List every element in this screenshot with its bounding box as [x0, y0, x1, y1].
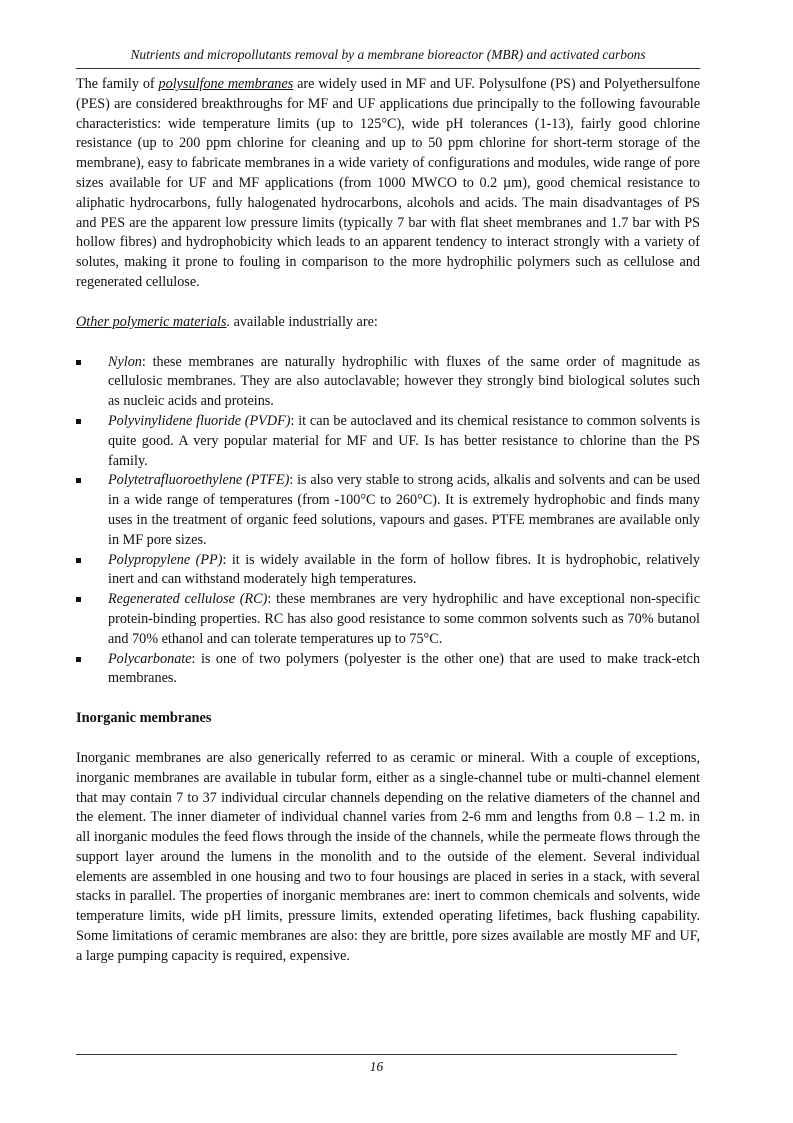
bullet-square-icon: [76, 597, 81, 602]
list-item: [76, 353, 700, 412]
list-item-term: Polytetrafluoroethylene (PTFE): [108, 472, 290, 489]
list-item-text: : is also very stable to strong acids, alkalis and solvents and can be used in a wide range of temperatures (from -100°C to 260°C). It is extremely hydrophobic and finds many uses in the treatment of organic feed solutions, vapours and gases. PTFE membranes are available only in MF pore sizes.: [108, 472, 700, 548]
list-item-text: : is one of two polymers (polyester is the other one) that are used to make track-etch membranes.: [108, 650, 700, 687]
list-item-text: : these membranes are very hydrophilic and have exceptional non-specific protein-binding properties. RC has also good resistance to some common solvents such as 70% butanol and 70% ethanol and can tolerate temperatures up to 75°C.: [108, 591, 700, 647]
polysulfone-body: are widely used in MF and UF. Polysulfone (PS) and Polyethersulfone (PES) are considered breakthroughs for MF and UF applications due principally to the following favourable characteristics: wide temperature limits (up to 125°C), wide pH tolerances (1-13), fairly good chlorine resistance (up to 200 ppm chlorine for cleaning and up to 50 ppm chlorine for short-term storage of the membrane), easy to fabricate membranes in a wide variety of configurations and modules, wide range of pore sizes available for UF and MF applications (from 1000 MWCO to 0.2 µm), good chemical resistance to aliphatic hydrocarbons, fully halogenated hydrocarbons, alcohols and acids. The main disadvantages of PS and PES are the apparent low pressure limits (typically 7 bar with flat sheet membranes and 1.7 bar with PS hollow fibres) and hydrophobicity which leads to an apparent tendency to interact strongly with a variety of solutes, making it prone to fouling in comparison to the more hydrophilic polymers such as cellulose and regenerated cellulose.: [76, 76, 700, 290]
other-polymeric-term: Other polymeric materials: [76, 313, 227, 330]
other-polymeric-intro: [76, 313, 700, 333]
list-item-text: : these membranes are naturally hydrophilic with fluxes of the same order of magnitude as cellulosic membranes. They are also autoclavable; however they strongly bind biological solutes such as nucleic acids and proteins.: [108, 353, 700, 410]
running-header: Nutrients and micropollutants removal by a membrane bioreactor (MBR) and activated carbons: [76, 46, 700, 69]
bullet-square-icon: [76, 657, 81, 662]
spacer: [76, 729, 700, 749]
spacer: [76, 333, 700, 353]
polysulfone-term: polysulfone membranes: [158, 76, 294, 92]
page-content: [76, 75, 700, 967]
list-item-term: Nylon: [108, 353, 142, 370]
polysulfone-paragraph: [76, 75, 700, 293]
list-item: [76, 412, 700, 471]
page-number: 16: [369, 1059, 384, 1074]
polymer-list: [76, 353, 700, 690]
section-heading: Inorganic membranes: [76, 710, 212, 727]
list-item-term: Polyvinylidene fluoride (PVDF): [108, 412, 291, 429]
list-item-term: Regenerated cellulose (RC): [108, 591, 268, 608]
bullet-square-icon: [76, 360, 81, 365]
bullet-square-icon: [76, 558, 81, 563]
other-polymeric-rest: . available industrially are:: [226, 313, 378, 330]
bullet-square-icon: [76, 478, 81, 483]
spacer: [76, 293, 700, 313]
polysulfone-lead: The family of: [76, 76, 155, 92]
list-item-text: : it is widely available in the form of hollow fibres. It is hydrophobic, relatively inert and can withstand moderately high temperatures.: [108, 551, 701, 588]
list-item-term: Polypropylene (PP): [108, 551, 223, 568]
list-item: [76, 590, 700, 649]
bullet-square-icon: [76, 419, 81, 424]
list-item: [76, 650, 700, 690]
list-item-text: : it can be autoclaved and its chemical resistance to common solvents is quite good. A very popular material for MF and UF. Is has better resistance to chlorine than the PS family.: [108, 412, 700, 469]
list-item: [76, 551, 700, 591]
spacer: [76, 689, 700, 709]
list-item: [76, 471, 700, 550]
footer-rule: [76, 1054, 677, 1055]
list-item-term: Polycarbonate: [108, 650, 192, 667]
inorganic-paragraph: Inorganic membranes are also generically referred to as ceramic or mineral. With a couple of exceptions, inorganic membranes are available in tubular form, either as a single-channel tube or multi-channel element that may contain 7 to 37 individual circular channels depending on the relative diameters of the channel and the element. The inner diameter of individual channel varies from 2-6 mm and lengths from 0.8 – 1.2 m. in all inorganic modules the feed flows through the inside of the channels, while the permeate flows through the support layer around the lumens in the monolith and to the outside of the element. Several individual elements are assembled in one housing and two to four housings are placed in series in a stack, with several stacks in parallel. The properties of inorganic membranes are: inert to common chemicals and solvents, wide temperature limits, wide pH limits, pressure limits, extended operating lifetimes, back flushing capability. Some limitations of ceramic membranes are also: they are brittle, pore sizes available are mostly MF and UF, a large pumping capacity is required, expensive.: [76, 749, 700, 964]
